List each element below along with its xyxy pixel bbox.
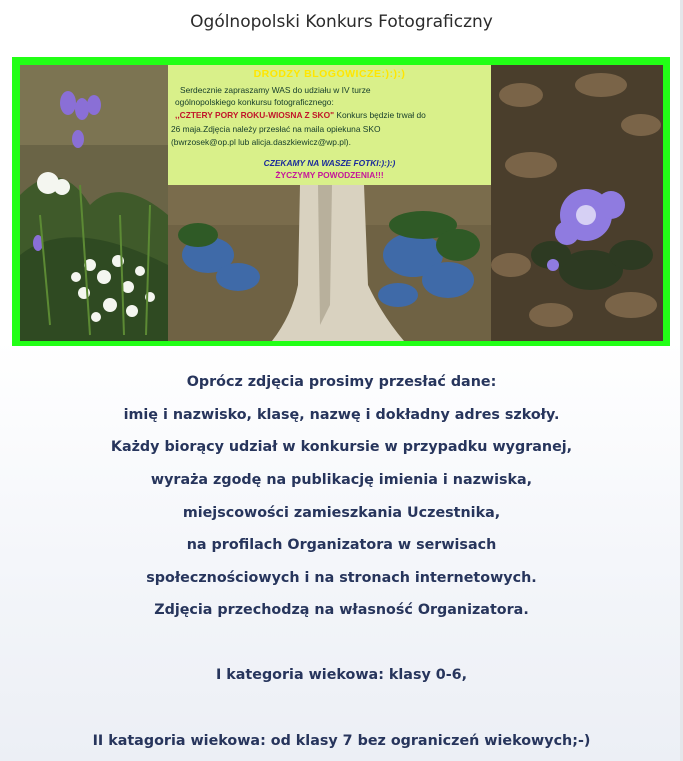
notice-line-3 (175, 109, 426, 121)
notice-line-3-rest: Konkurs będzie trwał do (334, 110, 426, 120)
notice-waiting: CZEKAMY NA WASZE FOTKI:):):) (263, 158, 396, 168)
notice-line-1: Serdecznie zapraszamy WAS do udziału w IV turze (180, 85, 371, 95)
notice-good-luck: ŻYCZYMY POWODZENIA!!! (275, 170, 384, 180)
notice-line-2: ogólnopolskiego konkursu fotograficznego: (175, 97, 334, 107)
rules-line-7: społecznościowych i na stronach internetowych. (146, 570, 537, 586)
photo-tree-scilla-art (168, 185, 491, 341)
photo-crocus-snowdrops (20, 65, 168, 341)
contest-name: ,,CZTERY PORY ROKU-WIOSNA Z SKO" (175, 110, 335, 120)
rules-line-6: na profilach Organizatora w serwisach (186, 537, 497, 553)
rules-line-2: imię i nazwisko, klasę, nazwę i dokładny adres szkoły. (123, 407, 560, 423)
notice-emails: (bwrzosek@op.pl lub alicja.daszkiewicz@wp.pl). (171, 137, 351, 147)
rules-line-5: miejscowości zamieszkania Uczestnika, (182, 505, 501, 521)
page-title: Ogólnopolski Konkurs Fotograficzny (190, 12, 493, 32)
photo-tree-scilla (168, 185, 491, 341)
rules-line-8: Zdjęcia przechodzą na własność Organizatora. (154, 602, 529, 618)
age-category-1: I kategoria wiekowa: klasy 0-6, (215, 667, 468, 683)
photo-hepatica (491, 65, 663, 341)
age-category-2: II katagoria wiekowa: od klasy 7 bez ograniczeń wiekowych;-) (92, 733, 591, 749)
rules-line-1: Oprócz zdjęcia prosimy przesłać dane: (186, 374, 497, 390)
rules-line-4: wyraża zgodę na publikację imienia i nazwiska, (150, 472, 533, 488)
contest-banner-image (12, 57, 670, 346)
photo-hepatica-art (491, 65, 663, 341)
rules-line-3: Każdy biorący udział w konkursie w przypadku wygranej, (110, 439, 573, 455)
notice-heading: DRODZY BLOGOWICZE:):):) (253, 68, 406, 80)
notice-panel (168, 65, 491, 341)
notice-box (168, 65, 491, 185)
notice-line-4: 26 maja.Zdjęcia należy przesłać na maila opiekuna SKO (171, 124, 381, 134)
photo-crocus-snowdrops-art (20, 65, 168, 341)
